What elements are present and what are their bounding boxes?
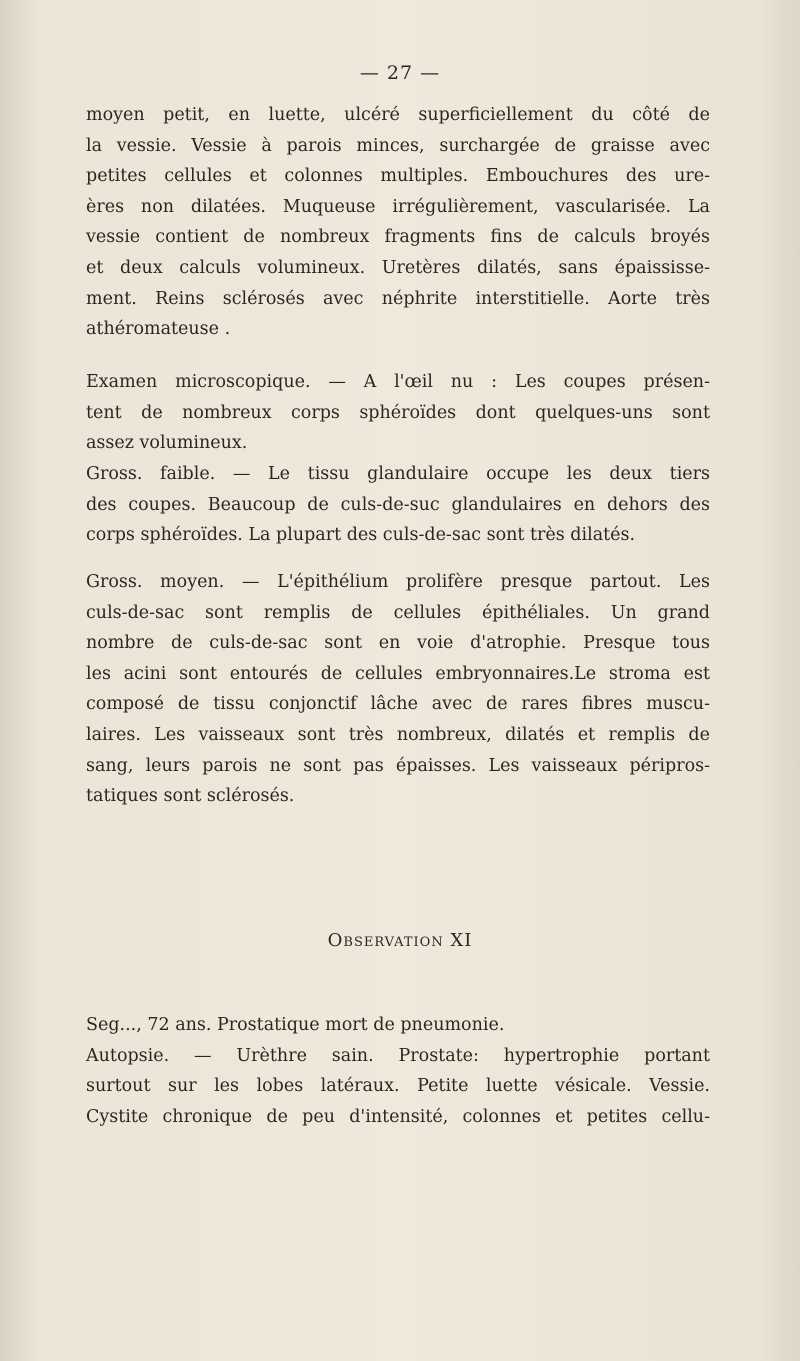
text-line: les acini sont entourés de cellules embryonnaires.Le stroma est [86,663,710,684]
text-line: surtout sur les lobes latéraux. Petite luette vésicale. Vessie. [86,1076,710,1097]
paragraph-low-magnification [86,459,710,551]
text-line: Gross. faible. — Le tissu glandulaire occupe les deux tiers [86,464,710,484]
text-line: tatiques sont sclérosés. [86,786,295,807]
text-line: assez volumineux. [86,433,248,454]
text-line: sang, leurs parois ne sont pas épaisses. Les vaisseaux péripros- [86,755,710,776]
paragraph-autopsy-continued [86,100,710,345]
text-line: culs-de-sac sont remplis de cellules épithéliales. Un grand [86,602,710,623]
text-line: composé de tissu conjonctif lâche avec de rares fibres muscu- [86,694,710,715]
section-heading: Observation XI [327,930,473,951]
text-line: tent de nombreux corps sphéroïdes dont quelques-uns sont [86,402,710,423]
text-line: corps sphéroïdes. La plupart des culs-de-sac sont très dilatés. [86,525,636,546]
text-line: Gross. moyen. — L'épithélium prolifère presque partout. Les [86,572,710,592]
text-line: moyen petit, en luette, ulcéré superficiellement du côté de [86,105,710,125]
text-line: nombre de culs-de-sac sont en voie d'atrophie. Presque tous [86,633,710,654]
paragraph-medium-magnification [86,567,710,812]
text-line: Autopsie. — Urèthre sain. Prostate: hypertrophie portant [86,1045,710,1066]
text-line: ment. Reins sclérosés avec néphrite interstitielle. Aorte très [86,288,710,309]
paragraph-observation-xi [86,1010,710,1132]
text-line: athéromateuse . [86,319,231,340]
page-number: — 27 — [359,62,441,84]
text-line: ères non dilatées. Muqueuse irrégulièrement, vascularisée. La [86,196,710,217]
text-line: et deux calculs volumineux. Uretères dilatés, sans épaississe- [86,257,710,278]
text-line: laires. Les vaisseaux sont très nombreux, dilatés et remplis de [86,724,710,745]
text-line: Cystite chronique de peu d'intensité, colonnes et petites cellu- [86,1106,710,1127]
text-line: Examen microscopique. — A l'œil nu : Les coupes présen- [86,372,710,392]
paragraph-microscopic-exam [86,367,710,459]
text-line: petites cellules et colonnes multiples. Embouchures des ure- [86,166,710,187]
text-line: la vessie. Vessie à parois minces, surchargée de graisse avec [86,135,710,156]
text-line: Seg..., 72 ans. Prostatique mort de pneumonie. [86,1015,505,1035]
text-line: des coupes. Beaucoup de culs-de-suc glandulaires en dehors des [86,494,710,515]
text-line: vessie contient de nombreux fragments fins de calculs broyés [86,227,710,248]
